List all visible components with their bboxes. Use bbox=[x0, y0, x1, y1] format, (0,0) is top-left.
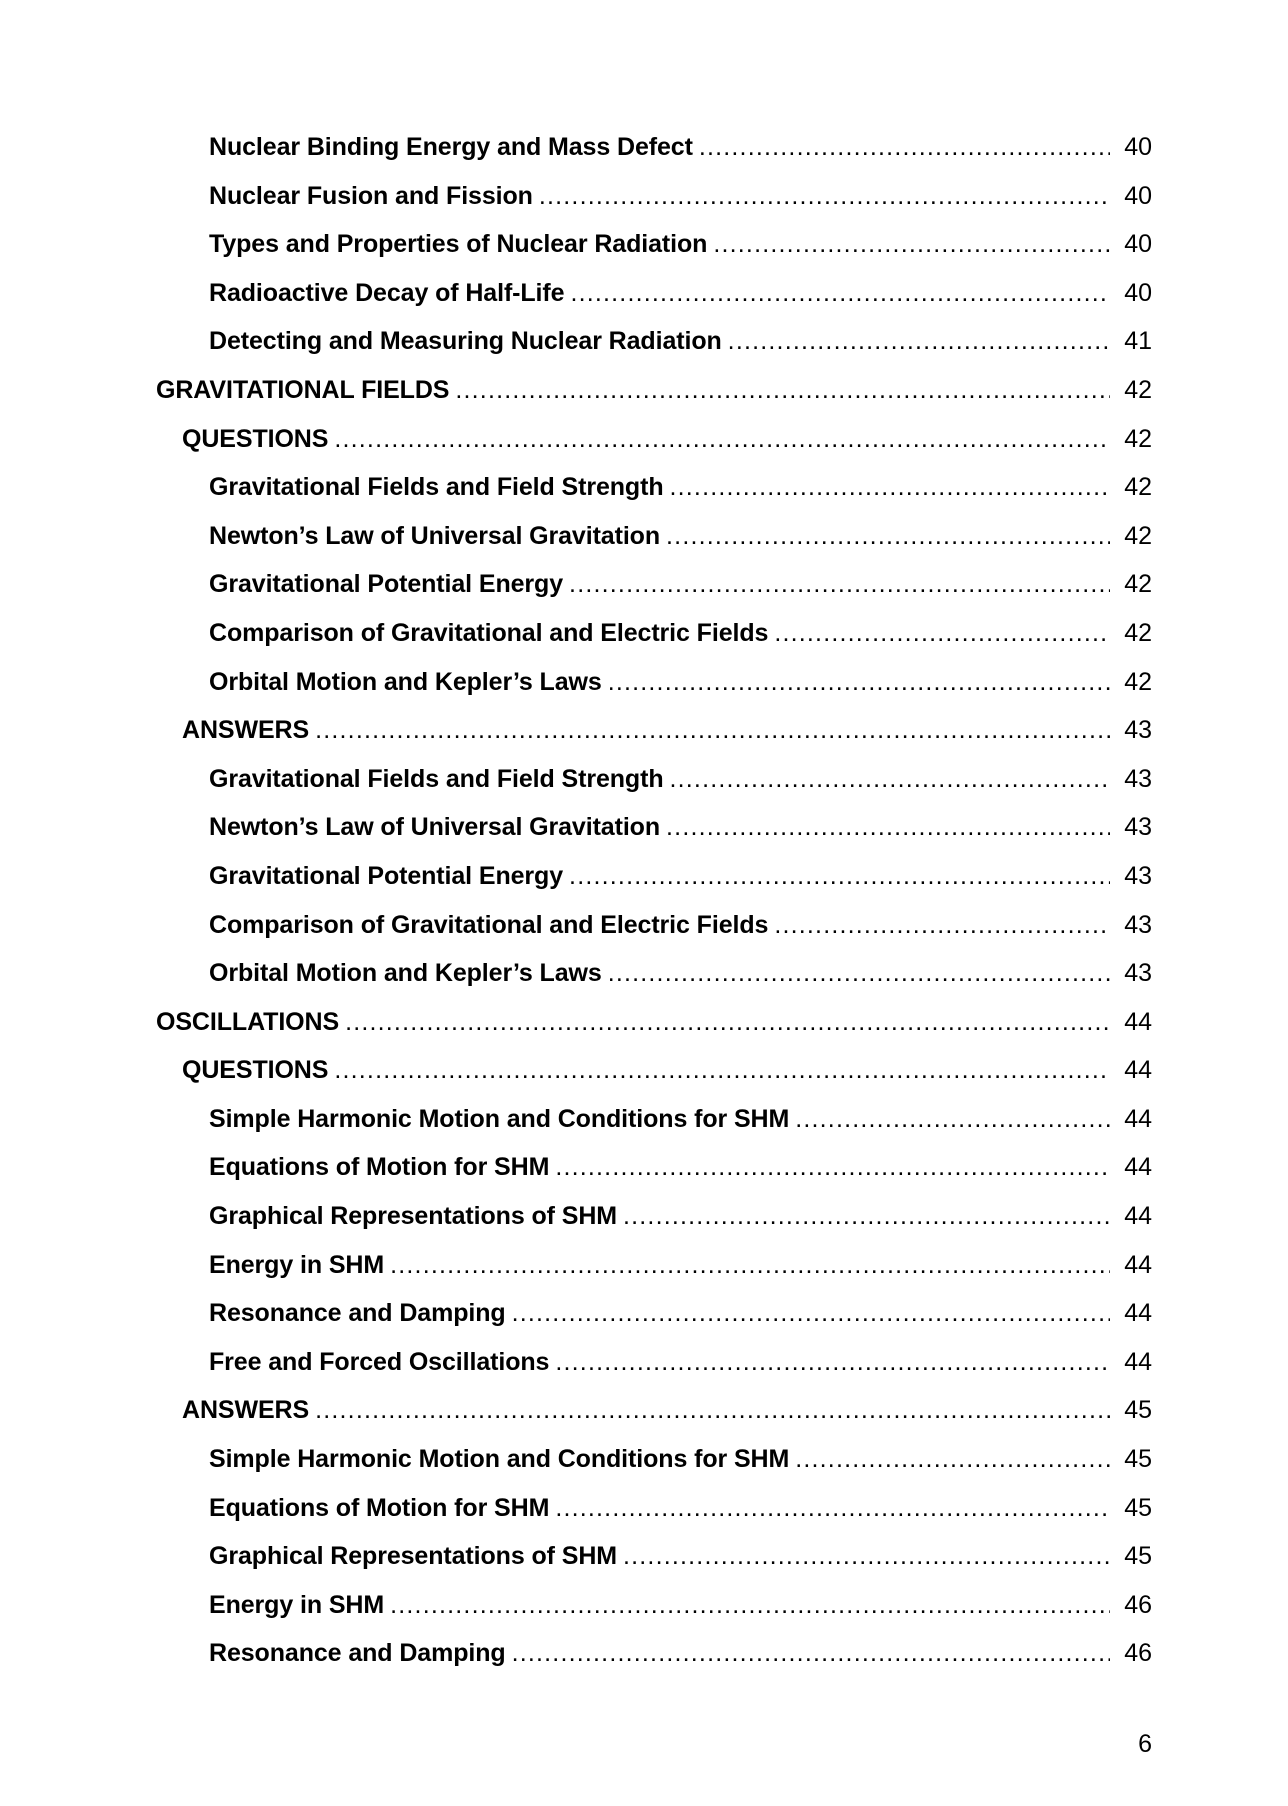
dot-leader bbox=[512, 1629, 1110, 1678]
toc-entry[interactable] bbox=[156, 123, 1152, 172]
toc-entry-page: 40 bbox=[1124, 230, 1152, 259]
toc-entry[interactable] bbox=[156, 560, 1152, 609]
toc-entry[interactable] bbox=[156, 1192, 1152, 1241]
toc-entry[interactable] bbox=[156, 1484, 1152, 1533]
toc-entry-title: Equations of Motion for SHM bbox=[209, 1153, 550, 1182]
toc-entry-page: 44 bbox=[1124, 1202, 1152, 1231]
toc-entry-title: Newton’s Law of Universal Gravitation bbox=[209, 521, 661, 550]
toc-entry-page: 43 bbox=[1124, 959, 1152, 988]
toc-entry-title: Graphical Representations of SHM bbox=[209, 1202, 617, 1231]
dot-leader bbox=[334, 415, 1110, 464]
toc-entry-page: 45 bbox=[1124, 1542, 1152, 1571]
toc-entry-title: GRAVITATIONAL FIELDS bbox=[156, 375, 450, 404]
dot-leader bbox=[315, 706, 1110, 755]
toc-entry-page: 41 bbox=[1124, 327, 1152, 356]
toc-entry[interactable] bbox=[156, 269, 1152, 318]
toc-entry-page: 44 bbox=[1124, 1056, 1152, 1085]
toc-entry[interactable] bbox=[156, 366, 1152, 415]
toc-entry[interactable] bbox=[156, 512, 1152, 561]
dot-leader bbox=[774, 609, 1110, 658]
toc-entry-page: 42 bbox=[1124, 618, 1152, 647]
page-number: 6 bbox=[1138, 1730, 1152, 1758]
toc-entry[interactable] bbox=[156, 1241, 1152, 1290]
toc-entry[interactable] bbox=[156, 1435, 1152, 1484]
toc-entry-page: 42 bbox=[1124, 667, 1152, 696]
dot-leader bbox=[390, 1241, 1110, 1290]
dot-leader bbox=[666, 803, 1110, 852]
toc-entry-title: ANSWERS bbox=[182, 716, 310, 745]
dot-leader bbox=[670, 463, 1111, 512]
toc-entry-title: Resonance and Damping bbox=[209, 1299, 506, 1328]
dot-leader bbox=[315, 1386, 1110, 1435]
toc-entry[interactable] bbox=[156, 658, 1152, 707]
toc-entry-title: Nuclear Fusion and Fission bbox=[209, 181, 533, 210]
toc-entry-page: 45 bbox=[1124, 1445, 1152, 1474]
dot-leader bbox=[713, 220, 1110, 269]
toc-entry-page: 40 bbox=[1124, 181, 1152, 210]
toc-entry-title: Types and Properties of Nuclear Radiation bbox=[209, 230, 708, 259]
toc-entry-title: Gravitational Potential Energy bbox=[209, 861, 564, 890]
dot-leader bbox=[623, 1532, 1110, 1581]
toc-entry-title: Simple Harmonic Motion and Conditions for SHM bbox=[209, 1445, 790, 1474]
dot-leader bbox=[699, 123, 1110, 172]
toc-entry[interactable] bbox=[156, 1532, 1152, 1581]
toc-entry[interactable] bbox=[156, 706, 1152, 755]
toc-entry-page: 40 bbox=[1124, 133, 1152, 161]
toc-entry-title: Orbital Motion and Kepler’s Laws bbox=[209, 667, 602, 696]
toc-entry-page: 43 bbox=[1124, 716, 1152, 745]
toc-entry-page: 44 bbox=[1124, 1250, 1152, 1279]
toc-entry-title: Detecting and Measuring Nuclear Radiation bbox=[209, 327, 722, 356]
toc-entry[interactable] bbox=[156, 1338, 1152, 1387]
toc-entry-page: 44 bbox=[1124, 1347, 1152, 1376]
dot-leader bbox=[345, 998, 1110, 1047]
toc-entry[interactable] bbox=[156, 755, 1152, 804]
toc-entry-page: 44 bbox=[1124, 1299, 1152, 1328]
dot-leader bbox=[390, 1581, 1110, 1630]
dot-leader bbox=[623, 1192, 1110, 1241]
toc-entry[interactable] bbox=[156, 1095, 1152, 1144]
toc-entry[interactable] bbox=[156, 803, 1152, 852]
toc-entry-page: 42 bbox=[1124, 424, 1152, 453]
dot-leader bbox=[334, 1046, 1110, 1095]
toc-entry[interactable] bbox=[156, 998, 1152, 1047]
toc-entry-title: Gravitational Fields and Field Strength bbox=[209, 764, 664, 793]
toc-entry[interactable] bbox=[156, 415, 1152, 464]
toc-entry[interactable] bbox=[156, 172, 1152, 221]
dot-leader bbox=[670, 755, 1111, 804]
dot-leader bbox=[539, 172, 1110, 221]
dot-leader bbox=[728, 317, 1110, 366]
toc-entry-page: 43 bbox=[1124, 861, 1152, 890]
table-of-contents bbox=[156, 123, 1152, 1678]
toc-entry-title: Graphical Representations of SHM bbox=[209, 1542, 617, 1571]
toc-entry-page: 45 bbox=[1124, 1396, 1152, 1425]
toc-entry[interactable] bbox=[156, 1386, 1152, 1435]
dot-leader bbox=[569, 852, 1110, 901]
toc-entry-title: QUESTIONS bbox=[182, 1056, 329, 1085]
dot-leader bbox=[569, 560, 1110, 609]
toc-entry[interactable] bbox=[156, 901, 1152, 950]
toc-entry-title: Equations of Motion for SHM bbox=[209, 1493, 550, 1522]
toc-entry-page: 43 bbox=[1124, 910, 1152, 939]
toc-entry[interactable] bbox=[156, 1046, 1152, 1095]
toc-entry-title: Nuclear Binding Energy and Mass Defect bbox=[209, 133, 693, 161]
toc-entry-title: Energy in SHM bbox=[209, 1590, 385, 1619]
toc-entry-title: Radioactive Decay of Half-Life bbox=[209, 278, 565, 307]
toc-entry-page: 46 bbox=[1124, 1639, 1152, 1668]
toc-entry-title: Gravitational Potential Energy bbox=[209, 570, 564, 599]
dot-leader bbox=[608, 949, 1110, 998]
toc-entry[interactable] bbox=[156, 1289, 1152, 1338]
toc-entry[interactable] bbox=[156, 317, 1152, 366]
dot-leader bbox=[512, 1289, 1110, 1338]
dot-leader bbox=[666, 512, 1110, 561]
dot-leader bbox=[795, 1435, 1110, 1484]
toc-entry-page: 43 bbox=[1124, 813, 1152, 842]
dot-leader bbox=[555, 1338, 1110, 1387]
toc-entry-title: Simple Harmonic Motion and Conditions for SHM bbox=[209, 1104, 790, 1133]
toc-entry-page: 42 bbox=[1124, 521, 1152, 550]
toc-entry[interactable] bbox=[156, 220, 1152, 269]
toc-entry-title: OSCILLATIONS bbox=[156, 1007, 340, 1036]
toc-entry-page: 45 bbox=[1124, 1493, 1152, 1522]
toc-entry-page: 46 bbox=[1124, 1590, 1152, 1619]
toc-entry-title: ANSWERS bbox=[182, 1396, 310, 1425]
toc-entry-title: Comparison of Gravitational and Electric Fields bbox=[209, 618, 769, 647]
toc-entry-title: Free and Forced Oscillations bbox=[209, 1347, 550, 1376]
toc-entry[interactable] bbox=[156, 1143, 1152, 1192]
toc-entry-title: Energy in SHM bbox=[209, 1250, 385, 1279]
toc-entry-page: 44 bbox=[1124, 1104, 1152, 1133]
toc-entry[interactable] bbox=[156, 852, 1152, 901]
toc-entry-page: 42 bbox=[1124, 375, 1152, 404]
toc-entry-page: 44 bbox=[1124, 1007, 1152, 1036]
toc-entry-title: Resonance and Damping bbox=[209, 1639, 506, 1668]
toc-entry[interactable] bbox=[156, 949, 1152, 998]
toc-entry-page: 44 bbox=[1124, 1153, 1152, 1182]
dot-leader bbox=[455, 366, 1110, 415]
toc-entry-page: 42 bbox=[1124, 473, 1152, 502]
toc-entry-title: QUESTIONS bbox=[182, 424, 329, 453]
toc-entry[interactable] bbox=[156, 463, 1152, 512]
toc-entry[interactable] bbox=[156, 1581, 1152, 1630]
toc-entry-page: 42 bbox=[1124, 570, 1152, 599]
dot-leader bbox=[570, 269, 1110, 318]
toc-entry-title: Comparison of Gravitational and Electric Fields bbox=[209, 910, 769, 939]
dot-leader bbox=[608, 658, 1110, 707]
toc-entry-page: 43 bbox=[1124, 764, 1152, 793]
dot-leader bbox=[555, 1484, 1110, 1533]
dot-leader bbox=[774, 901, 1110, 950]
toc-entry-title: Gravitational Fields and Field Strength bbox=[209, 473, 664, 502]
toc-entry[interactable] bbox=[156, 609, 1152, 658]
toc-entry-page: 40 bbox=[1124, 278, 1152, 307]
dot-leader bbox=[795, 1095, 1110, 1144]
toc-entry[interactable] bbox=[156, 1629, 1152, 1678]
dot-leader bbox=[555, 1143, 1110, 1192]
toc-entry-title: Newton’s Law of Universal Gravitation bbox=[209, 813, 661, 842]
toc-entry-title: Orbital Motion and Kepler’s Laws bbox=[209, 959, 602, 988]
